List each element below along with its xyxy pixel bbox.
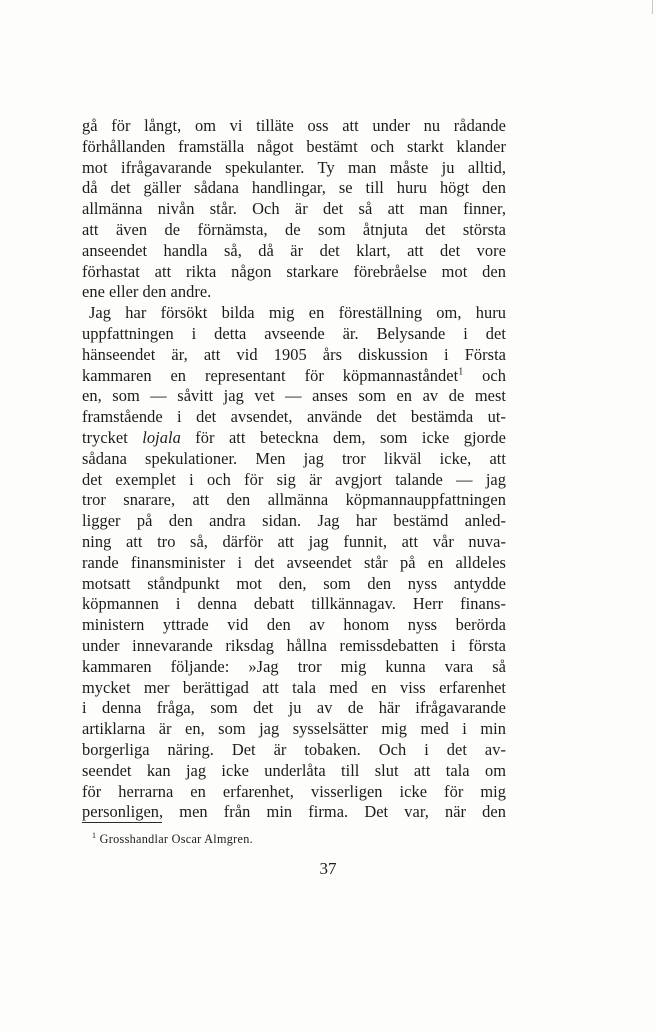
footnote-text: Grosshandlar Oscar Almgren. (99, 832, 253, 847)
page-number: 37 (319, 859, 337, 878)
text-line: köpmannen i denna debatt tillkännagav. Herr finans- (82, 594, 506, 614)
text-line: ene eller den andre. (82, 282, 212, 302)
text-line: tror snarare, att den allmänna köpmannauppfattningen (82, 490, 506, 510)
text-line: att även de förnämsta, de som åtnjuta det största (82, 219, 506, 239)
text-line: sådana spekulationer. Men jag tror likväl icke, att (82, 448, 506, 468)
text-line: mot ifrågavarande spekulanter. Ty man måste ju alltid, (82, 157, 506, 177)
text-line: för herrarna en erfarenhet, visserligen icke för mig (82, 781, 506, 801)
text-line: hänseendet är, att vid 1905 års diskussion i Första (82, 344, 506, 364)
text-line: allmänna nivån står. Och är det så att man finner, (82, 199, 506, 219)
text-line: gå för långt, om vi tilläte oss att under nu rådande (82, 116, 506, 135)
scan-edge-mark (652, 0, 653, 14)
footnote (92, 828, 253, 847)
footnote-divider (82, 822, 162, 823)
text-line (82, 428, 506, 449)
text-line: ligger på den andra sidan. Jag har bestämd anled- (82, 511, 506, 531)
text-line: personligen, men från min firma. Det var, när den (82, 802, 506, 822)
paragraph-first-line: Jag har försökt bilda mig en föreställning om, huru (89, 303, 506, 323)
text-line: under innevarande riksdag hållna remissdebatten i första (82, 635, 506, 655)
text-line: anseendet handla så, då är det klart, att det vore (82, 240, 506, 260)
text-fragment: och (463, 365, 506, 385)
text-fragment: kammaren en representant för köpmannaståndet (82, 365, 459, 385)
text-fragment: trycket (82, 427, 143, 447)
text-line: i denna fråga, som det ju av de här ifrågavarande (82, 698, 506, 718)
body-text (82, 116, 506, 823)
emphasized-word: lojala (142, 427, 181, 447)
text-line: rande finansminister i det avseendet står på en alldeles (82, 552, 506, 572)
text-line: då det gäller sådana handlingar, se till huru högt den (82, 178, 506, 198)
text-line: förhastat att rikta någon starkare förebråelse mot den (82, 261, 506, 281)
text-line: ning att tro så, därför att jag funnit, att vår nuva- (82, 531, 506, 551)
text-line: förhållanden framställa något bestämt och starkt klander (82, 136, 506, 156)
text-line: uppfattningen i detta avseende är. Belysande i det (82, 323, 506, 343)
footnote-reference: 1 (458, 366, 464, 378)
footnote-marker: 1 (92, 831, 97, 840)
text-line: seendet kan jag icke underlåta till slut att tala om (82, 760, 506, 780)
text-line: motsatt ståndpunkt mot den, som den nyss antydde (82, 573, 506, 593)
text-line: framstående i det avsendet, använde det bestämda ut- (82, 407, 506, 427)
text-line (82, 366, 506, 387)
text-fragment: för att beteckna dem, som icke gjorde (180, 427, 506, 447)
text-line: kammaren följande: »Jag tror mig kunna vara så (82, 656, 506, 676)
text-line: borgerliga näring. Det är tobaken. Och i det av- (82, 739, 506, 759)
text-line: mycket mer berättigad att tala med en viss erfarenhet (82, 677, 506, 697)
text-line: ministern yttrade vid den av honom nyss berörda (82, 615, 506, 635)
text-line: det exemplet i och för sig är avgjort talande — jag (82, 469, 506, 489)
text-line: en, som — såvitt jag vet — anses som en av de mest (82, 386, 506, 406)
text-line: artiklarna är en, som jag sysselsätter mig med i min (82, 719, 506, 739)
